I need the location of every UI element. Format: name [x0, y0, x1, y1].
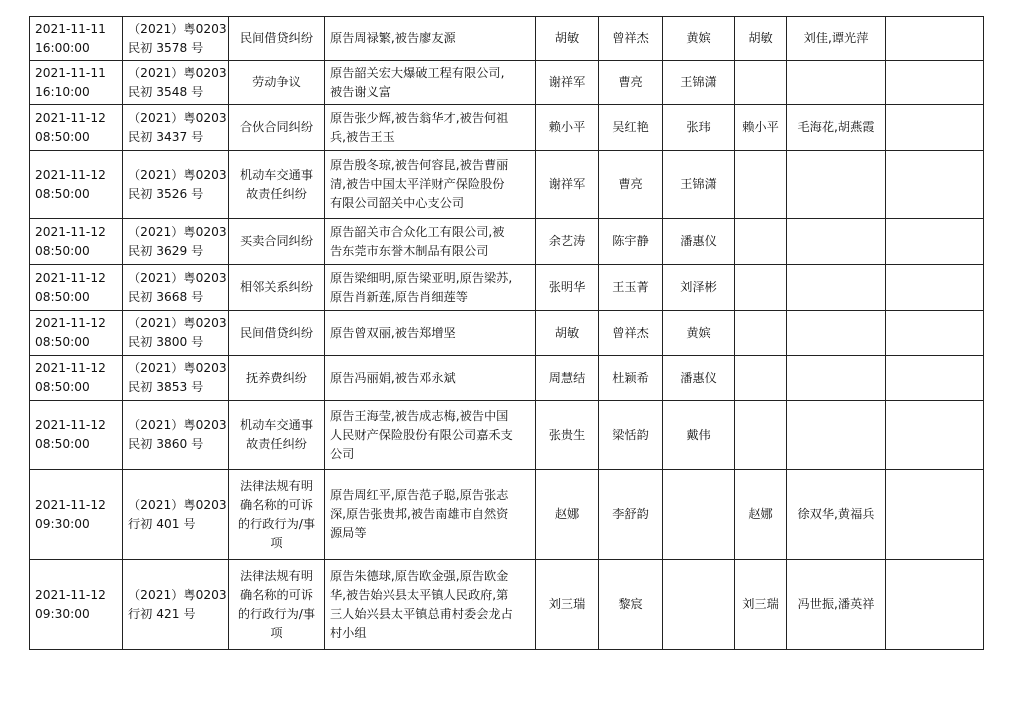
- empty-cell: [886, 470, 984, 560]
- parties-line: 人民财产保险股份有限公司嘉禾支: [330, 427, 513, 442]
- hearing-time-cell: [30, 219, 123, 265]
- parties-line: 原告韶关宏大爆破工程有限公司,: [330, 65, 505, 80]
- parties-cell: [325, 311, 536, 356]
- parties-line: 公司: [330, 446, 355, 461]
- parties-line: 源局等: [330, 526, 367, 540]
- presiding-judge-cell: [735, 151, 787, 219]
- table-row: [30, 219, 984, 265]
- parties-cell: [325, 356, 536, 401]
- case-cause-cell: [229, 17, 325, 61]
- case-number-cell: [123, 105, 229, 151]
- panel-member-cell: 潘惠仪: [663, 356, 735, 401]
- case-number-line: 民初 3548 号: [128, 84, 204, 99]
- parties-line: 有限公司韶关中心支公司: [330, 196, 465, 210]
- case-number-line: （2021）粤0203: [128, 224, 227, 239]
- case-cause-line: 机动车交通事: [239, 418, 314, 432]
- hearing-time-line: 16:00:00: [35, 40, 90, 55]
- case-number-cell: [123, 17, 229, 61]
- presiding-judge-cell: 刘三瑞: [735, 560, 787, 650]
- table-row: [30, 17, 984, 61]
- parties-line: 被告谢义富: [330, 84, 391, 99]
- case-number-line: 民初 3853 号: [128, 380, 204, 394]
- case-cause-line: 机动车交通事: [239, 167, 314, 182]
- parties-line: 华,被告始兴县太平镇人民政府,第: [330, 587, 509, 602]
- panel-member-cell: 曹亮: [599, 61, 663, 105]
- presiding-judge-cell: 赖小平: [735, 105, 787, 151]
- empty-cell: [886, 401, 984, 470]
- panel-member-cell: 曹亮: [599, 151, 663, 219]
- case-number-line: （2021）粤0203: [128, 65, 227, 80]
- parties-line: 村小组: [330, 625, 367, 640]
- hearing-time-cell: [30, 470, 123, 560]
- case-number-line: 行初 421 号: [128, 606, 196, 621]
- table-row: [30, 151, 984, 219]
- judge-cell: 张贵生: [536, 401, 599, 470]
- hearing-time-cell: [30, 17, 123, 61]
- clerk-cell: 刘佳,谭光萍: [787, 17, 886, 61]
- case-cause-cell: [229, 560, 325, 650]
- case-number-cell: [123, 265, 229, 311]
- case-number-line: 民初 3526 号: [128, 186, 204, 201]
- judge-cell: 赵娜: [536, 470, 599, 560]
- panel-member-cell: 吴红艳: [599, 105, 663, 151]
- case-number-line: （2021）粤0203: [128, 270, 227, 285]
- presiding-judge-cell: [735, 356, 787, 401]
- case-cause-line: 确名称的可诉: [239, 497, 314, 512]
- panel-member-cell: [663, 470, 735, 560]
- case-number-line: （2021）粤0203: [128, 587, 227, 602]
- case-number-line: （2021）粤0203: [128, 361, 227, 375]
- presiding-judge-cell: 赵娜: [735, 470, 787, 560]
- presiding-judge-cell: [735, 61, 787, 105]
- panel-member-cell: 曾祥杰: [599, 311, 663, 356]
- panel-member-cell: 曾祥杰: [599, 17, 663, 61]
- hearing-time-cell: [30, 401, 123, 470]
- hearing-time-line: 2021-11-12: [35, 167, 106, 182]
- panel-member-cell: 黄嫔: [663, 311, 735, 356]
- parties-line: 原告殷冬琼,被告何容昆,被告曹丽: [330, 158, 509, 172]
- judge-cell: 谢祥军: [536, 61, 599, 105]
- case-cause-cell: [229, 265, 325, 311]
- table-row: [30, 401, 984, 470]
- case-cause-cell: [229, 151, 325, 219]
- presiding-judge-cell: [735, 265, 787, 311]
- parties-line: 原告张少辉,被告翁华才,被告何祖: [330, 110, 509, 125]
- table-row: [30, 470, 984, 560]
- table-row: [30, 105, 984, 151]
- case-number-cell: [123, 356, 229, 401]
- case-cause-line: 的行政行为/事: [237, 516, 316, 531]
- hearing-time-line: 16:10:00: [35, 84, 90, 99]
- hearing-time-line: 2021-11-12: [35, 110, 106, 125]
- parties-line: 原告韶关市合众化工有限公司,被: [330, 224, 505, 239]
- judge-cell: 余艺涛: [536, 219, 599, 265]
- parties-cell: [325, 105, 536, 151]
- parties-cell: [325, 61, 536, 105]
- hearing-time-line: 2021-11-11: [35, 65, 106, 80]
- case-number-line: （2021）粤0203: [128, 21, 227, 36]
- presiding-judge-cell: [735, 311, 787, 356]
- case-number-cell: [123, 311, 229, 356]
- panel-member-cell: 潘惠仪: [663, 219, 735, 265]
- clerk-cell: [787, 265, 886, 311]
- case-cause-line: 确名称的可诉: [239, 587, 314, 602]
- hearing-time-line: 08:50:00: [35, 129, 90, 144]
- panel-member-cell: [663, 560, 735, 650]
- presiding-judge-cell: [735, 401, 787, 470]
- hearing-time-line: 2021-11-12: [35, 316, 106, 330]
- parties-cell: [325, 470, 536, 560]
- clerk-cell: 徐双华,黄福兵: [787, 470, 886, 560]
- case-number-cell: [123, 401, 229, 470]
- panel-member-cell: 戴伟: [663, 401, 735, 470]
- parties-cell: [325, 17, 536, 61]
- hearing-time-line: 08:50:00: [35, 380, 90, 394]
- case-cause-line: 故责任纠纷: [246, 186, 307, 201]
- hearing-time-cell: [30, 560, 123, 650]
- hearing-time-line: 2021-11-11: [35, 21, 106, 36]
- parties-line: 原告周红平,原告范子聪,原告张志: [330, 488, 509, 502]
- table-row: [30, 265, 984, 311]
- hearing-time-cell: [30, 105, 123, 151]
- case-cause-cell: [229, 311, 325, 356]
- panel-member-cell: 陈宇静: [599, 219, 663, 265]
- case-number-line: 民初 3860 号: [128, 437, 204, 451]
- hearing-time-line: 08:50:00: [35, 335, 90, 349]
- case-cause-line: 民间借贷纠纷: [239, 31, 314, 45]
- hearing-time-cell: [30, 265, 123, 311]
- hearing-time-line: 08:50:00: [35, 289, 90, 304]
- hearing-time-line: 09:30:00: [35, 606, 90, 621]
- parties-cell: [325, 265, 536, 311]
- parties-line: 原告肖新莲,原告肖细莲等: [330, 289, 468, 304]
- case-cause-line: 法律法规有明: [239, 478, 314, 493]
- case-number-line: （2021）粤0203: [128, 316, 227, 330]
- empty-cell: [886, 61, 984, 105]
- case-cause-line: 项: [270, 535, 283, 550]
- empty-cell: [886, 105, 984, 151]
- empty-cell: [886, 219, 984, 265]
- judge-cell: 张明华: [536, 265, 599, 311]
- parties-cell: [325, 401, 536, 470]
- parties-line: 三人始兴县太平镇总甫村委会龙占: [330, 606, 513, 621]
- parties-line: 兵,被告王玉: [330, 129, 395, 144]
- judge-cell: 刘三瑞: [536, 560, 599, 650]
- panel-member-cell: 梁恬韵: [599, 401, 663, 470]
- case-cause-line: 合伙合同纠纷: [239, 120, 314, 134]
- hearing-time-line: 08:50:00: [35, 186, 90, 201]
- hearing-time-line: 08:50:00: [35, 437, 90, 451]
- case-number-line: 民初 3800 号: [128, 335, 204, 349]
- panel-member-cell: 张玮: [663, 105, 735, 151]
- panel-member-cell: 刘泽彬: [663, 265, 735, 311]
- empty-cell: [886, 265, 984, 311]
- empty-cell: [886, 560, 984, 650]
- case-number-line: （2021）粤0203: [128, 167, 227, 182]
- presiding-judge-cell: 胡敏: [735, 17, 787, 61]
- case-number-line: 民初 3578 号: [128, 40, 204, 55]
- parties-line: 原告王海莹,被告成志梅,被告中国: [330, 408, 509, 423]
- parties-cell: [325, 151, 536, 219]
- parties-line: 原告周禄繁,被告廖友源: [330, 31, 456, 45]
- case-number-cell: [123, 470, 229, 560]
- hearing-time-cell: [30, 311, 123, 356]
- hearing-time-line: 2021-11-12: [35, 587, 106, 602]
- case-cause-cell: [229, 61, 325, 105]
- judge-cell: 胡敏: [536, 17, 599, 61]
- case-cause-line: 劳动争议: [252, 75, 301, 89]
- parties-line: 原告冯丽娟,被告邓永斌: [330, 370, 456, 385]
- clerk-cell: [787, 311, 886, 356]
- case-number-line: 民初 3668 号: [128, 289, 204, 304]
- parties-cell: [325, 219, 536, 265]
- judge-cell: 赖小平: [536, 105, 599, 151]
- panel-member-cell: 王玉菁: [599, 265, 663, 311]
- parties-line: 深,原告张贵邦,被告南雄市自然资: [330, 507, 509, 521]
- hearing-time-line: 08:50:00: [35, 243, 90, 258]
- hearing-schedule-table: [29, 16, 984, 650]
- case-cause-line: 法律法规有明: [239, 568, 314, 583]
- hearing-time-line: 2021-11-12: [35, 497, 106, 512]
- judge-cell: 周慧结: [536, 356, 599, 401]
- empty-cell: [886, 151, 984, 219]
- case-number-line: （2021）粤0203: [128, 418, 227, 432]
- case-cause-line: 相邻关系纠纷: [239, 280, 314, 294]
- hearing-time-line: 2021-11-12: [35, 270, 106, 285]
- table-row: [30, 356, 984, 401]
- case-number-line: （2021）粤0203: [128, 110, 227, 125]
- case-cause-line: 买卖合同纠纷: [239, 234, 314, 248]
- table-row: [30, 560, 984, 650]
- clerk-cell: [787, 151, 886, 219]
- case-cause-line: 的行政行为/事: [237, 606, 316, 621]
- judge-cell: 谢祥军: [536, 151, 599, 219]
- hearing-time-line: 09:30:00: [35, 516, 90, 531]
- empty-cell: [886, 311, 984, 356]
- case-cause-cell: [229, 470, 325, 560]
- case-number-line: 民初 3629 号: [128, 243, 204, 258]
- case-cause-line: 项: [270, 625, 283, 640]
- hearing-time-cell: [30, 61, 123, 105]
- clerk-cell: [787, 356, 886, 401]
- parties-line: 原告曾双丽,被告郑增坚: [330, 325, 456, 340]
- clerk-cell: [787, 61, 886, 105]
- clerk-cell: [787, 219, 886, 265]
- clerk-cell: 冯世振,潘英祥: [787, 560, 886, 650]
- presiding-judge-cell: [735, 219, 787, 265]
- panel-member-cell: 黄嫔: [663, 17, 735, 61]
- panel-member-cell: 黎宸: [599, 560, 663, 650]
- case-cause-line: 抚养费纠纷: [246, 370, 307, 385]
- case-number-cell: [123, 560, 229, 650]
- clerk-cell: [787, 401, 886, 470]
- judge-cell: 胡敏: [536, 311, 599, 356]
- panel-member-cell: 李舒韵: [599, 470, 663, 560]
- empty-cell: [886, 356, 984, 401]
- parties-line: 清,被告中国太平洋财产保险股份: [330, 177, 505, 191]
- hearing-time-line: 2021-11-12: [35, 361, 106, 375]
- case-cause-cell: [229, 401, 325, 470]
- parties-cell: [325, 560, 536, 650]
- hearing-time-cell: [30, 356, 123, 401]
- case-cause-line: 故责任纠纷: [246, 437, 307, 451]
- case-number-cell: [123, 219, 229, 265]
- case-number-cell: [123, 61, 229, 105]
- clerk-cell: 毛海花,胡燕霞: [787, 105, 886, 151]
- panel-member-cell: 杜颖希: [599, 356, 663, 401]
- empty-cell: [886, 17, 984, 61]
- case-number-cell: [123, 151, 229, 219]
- hearing-time-line: 2021-11-12: [35, 224, 106, 239]
- parties-line: 告东莞市东誉木制品有限公司: [330, 243, 489, 258]
- table-row: [30, 311, 984, 356]
- parties-line: 原告朱德球,原告欧金强,原告欧金: [330, 568, 509, 583]
- parties-line: 原告梁细明,原告梁亚明,原告梁苏,: [330, 270, 513, 285]
- table-row: [30, 61, 984, 105]
- case-cause-cell: [229, 219, 325, 265]
- case-number-line: 行初 401 号: [128, 516, 196, 531]
- case-cause-cell: [229, 105, 325, 151]
- case-number-line: （2021）粤0203: [128, 497, 227, 512]
- case-number-line: 民初 3437 号: [128, 129, 204, 144]
- panel-member-cell: 王锦潇: [663, 61, 735, 105]
- panel-member-cell: 王锦潇: [663, 151, 735, 219]
- case-cause-cell: [229, 356, 325, 401]
- hearing-time-line: 2021-11-12: [35, 418, 106, 432]
- case-cause-line: 民间借贷纠纷: [239, 325, 314, 340]
- hearing-time-cell: [30, 151, 123, 219]
